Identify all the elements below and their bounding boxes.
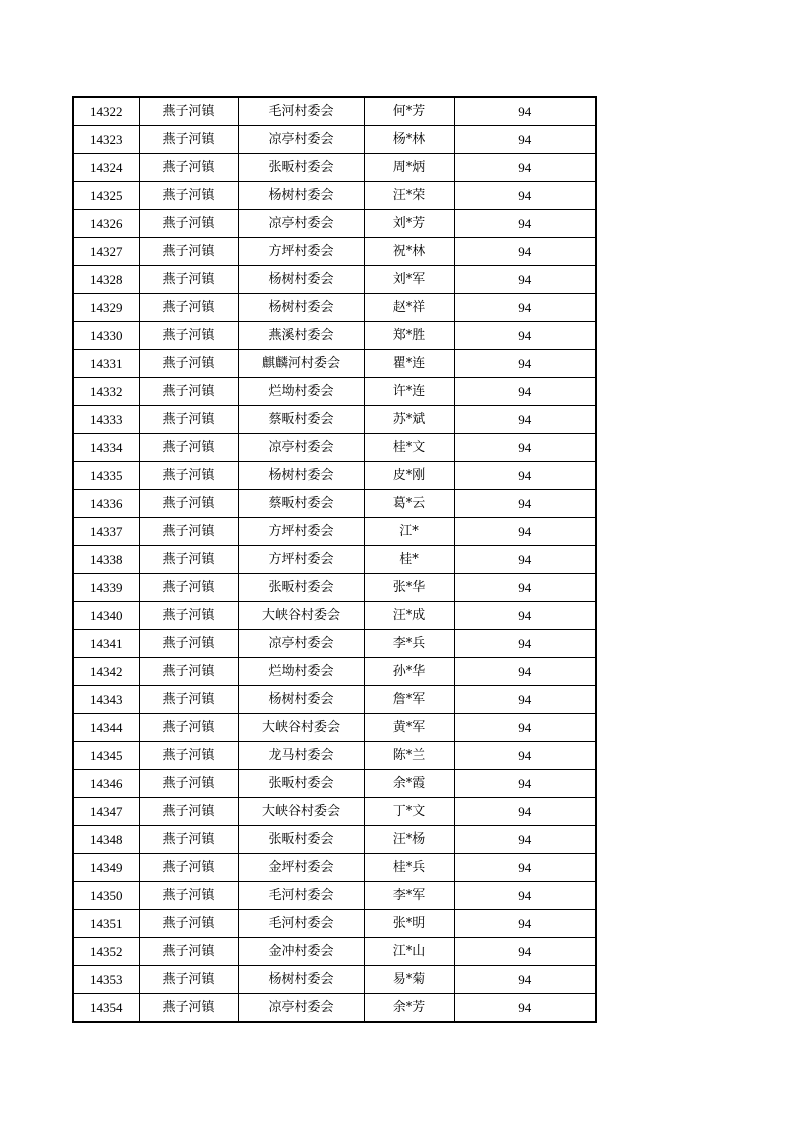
score-cell: 94 xyxy=(454,574,596,602)
town-cell: 燕子河镇 xyxy=(139,910,238,938)
score-cell: 94 xyxy=(454,182,596,210)
name-cell: 皮*刚 xyxy=(364,462,454,490)
name-cell: 杨*林 xyxy=(364,126,454,154)
row-id-cell: 14339 xyxy=(73,574,139,602)
village-cell: 大峡谷村委会 xyxy=(238,798,364,826)
row-id-cell: 14323 xyxy=(73,126,139,154)
table-row xyxy=(73,714,596,742)
village-cell: 大峡谷村委会 xyxy=(238,714,364,742)
table-row xyxy=(73,462,596,490)
name-cell: 桂*兵 xyxy=(364,854,454,882)
name-cell: 江*山 xyxy=(364,938,454,966)
village-cell: 张畈村委会 xyxy=(238,826,364,854)
name-cell: 刘*军 xyxy=(364,266,454,294)
table-row xyxy=(73,518,596,546)
row-id-cell: 14346 xyxy=(73,770,139,798)
score-cell: 94 xyxy=(454,938,596,966)
table-row xyxy=(73,994,596,1023)
row-id-cell: 14324 xyxy=(73,154,139,182)
table-row xyxy=(73,938,596,966)
score-cell: 94 xyxy=(454,490,596,518)
row-id-cell: 14327 xyxy=(73,238,139,266)
town-cell: 燕子河镇 xyxy=(139,154,238,182)
table-row xyxy=(73,966,596,994)
name-cell: 丁*文 xyxy=(364,798,454,826)
town-cell: 燕子河镇 xyxy=(139,434,238,462)
table-row xyxy=(73,770,596,798)
table-row xyxy=(73,434,596,462)
table-row xyxy=(73,630,596,658)
town-cell: 燕子河镇 xyxy=(139,462,238,490)
name-cell: 苏*斌 xyxy=(364,406,454,434)
roster-body xyxy=(73,97,596,1022)
village-cell: 张畈村委会 xyxy=(238,574,364,602)
table-row xyxy=(73,546,596,574)
score-cell: 94 xyxy=(454,378,596,406)
row-id-cell: 14338 xyxy=(73,546,139,574)
village-cell: 蔡畈村委会 xyxy=(238,490,364,518)
table-row xyxy=(73,322,596,350)
village-cell: 凉亭村委会 xyxy=(238,126,364,154)
table-row xyxy=(73,910,596,938)
village-cell: 杨树村委会 xyxy=(238,686,364,714)
town-cell: 燕子河镇 xyxy=(139,658,238,686)
score-cell: 94 xyxy=(454,882,596,910)
town-cell: 燕子河镇 xyxy=(139,350,238,378)
row-id-cell: 14348 xyxy=(73,826,139,854)
score-cell: 94 xyxy=(454,546,596,574)
score-cell: 94 xyxy=(454,518,596,546)
town-cell: 燕子河镇 xyxy=(139,574,238,602)
table-row xyxy=(73,154,596,182)
table-row xyxy=(73,294,596,322)
village-cell: 杨树村委会 xyxy=(238,294,364,322)
town-cell: 燕子河镇 xyxy=(139,378,238,406)
row-id-cell: 14322 xyxy=(73,97,139,126)
town-cell: 燕子河镇 xyxy=(139,266,238,294)
table-row xyxy=(73,854,596,882)
name-cell: 余*芳 xyxy=(364,994,454,1023)
table-row xyxy=(73,826,596,854)
town-cell: 燕子河镇 xyxy=(139,97,238,126)
name-cell: 汪*杨 xyxy=(364,826,454,854)
name-cell: 詹*军 xyxy=(364,686,454,714)
village-cell: 方坪村委会 xyxy=(238,238,364,266)
town-cell: 燕子河镇 xyxy=(139,238,238,266)
name-cell: 郑*胜 xyxy=(364,322,454,350)
row-id-cell: 14326 xyxy=(73,210,139,238)
row-id-cell: 14343 xyxy=(73,686,139,714)
name-cell: 汪*成 xyxy=(364,602,454,630)
village-cell: 凉亭村委会 xyxy=(238,210,364,238)
score-cell: 94 xyxy=(454,238,596,266)
row-id-cell: 14350 xyxy=(73,882,139,910)
village-cell: 杨树村委会 xyxy=(238,266,364,294)
row-id-cell: 14332 xyxy=(73,378,139,406)
score-cell: 94 xyxy=(454,602,596,630)
score-cell: 94 xyxy=(454,770,596,798)
village-cell: 金冲村委会 xyxy=(238,938,364,966)
table-row xyxy=(73,882,596,910)
row-id-cell: 14345 xyxy=(73,742,139,770)
score-cell: 94 xyxy=(454,686,596,714)
row-id-cell: 14353 xyxy=(73,966,139,994)
town-cell: 燕子河镇 xyxy=(139,602,238,630)
town-cell: 燕子河镇 xyxy=(139,630,238,658)
row-id-cell: 14333 xyxy=(73,406,139,434)
row-id-cell: 14352 xyxy=(73,938,139,966)
name-cell: 易*菊 xyxy=(364,966,454,994)
village-cell: 金坪村委会 xyxy=(238,854,364,882)
town-cell: 燕子河镇 xyxy=(139,546,238,574)
name-cell: 李*兵 xyxy=(364,630,454,658)
village-cell: 蔡畈村委会 xyxy=(238,406,364,434)
score-cell: 94 xyxy=(454,350,596,378)
table-row xyxy=(73,490,596,518)
village-cell: 毛河村委会 xyxy=(238,910,364,938)
score-cell: 94 xyxy=(454,658,596,686)
table-row xyxy=(73,238,596,266)
table-row xyxy=(73,602,596,630)
town-cell: 燕子河镇 xyxy=(139,686,238,714)
table-row xyxy=(73,406,596,434)
table-row xyxy=(73,182,596,210)
name-cell: 葛*云 xyxy=(364,490,454,518)
score-cell: 94 xyxy=(454,434,596,462)
town-cell: 燕子河镇 xyxy=(139,294,238,322)
score-cell: 94 xyxy=(454,854,596,882)
score-cell: 94 xyxy=(454,210,596,238)
row-id-cell: 14331 xyxy=(73,350,139,378)
village-cell: 凉亭村委会 xyxy=(238,630,364,658)
name-cell: 桂* xyxy=(364,546,454,574)
row-id-cell: 14344 xyxy=(73,714,139,742)
row-id-cell: 14349 xyxy=(73,854,139,882)
table-row xyxy=(73,742,596,770)
table-row xyxy=(73,97,596,126)
town-cell: 燕子河镇 xyxy=(139,854,238,882)
table-row xyxy=(73,658,596,686)
score-cell: 94 xyxy=(454,462,596,490)
town-cell: 燕子河镇 xyxy=(139,882,238,910)
score-cell: 94 xyxy=(454,154,596,182)
village-cell: 燕溪村委会 xyxy=(238,322,364,350)
village-cell: 烂坳村委会 xyxy=(238,378,364,406)
name-cell: 何*芳 xyxy=(364,97,454,126)
village-cell: 大峡谷村委会 xyxy=(238,602,364,630)
name-cell: 江* xyxy=(364,518,454,546)
score-cell: 94 xyxy=(454,406,596,434)
row-id-cell: 14329 xyxy=(73,294,139,322)
village-cell: 张畈村委会 xyxy=(238,154,364,182)
village-cell: 毛河村委会 xyxy=(238,882,364,910)
town-cell: 燕子河镇 xyxy=(139,742,238,770)
row-id-cell: 14334 xyxy=(73,434,139,462)
town-cell: 燕子河镇 xyxy=(139,826,238,854)
row-id-cell: 14341 xyxy=(73,630,139,658)
name-cell: 桂*文 xyxy=(364,434,454,462)
name-cell: 陈*兰 xyxy=(364,742,454,770)
town-cell: 燕子河镇 xyxy=(139,714,238,742)
score-cell: 94 xyxy=(454,97,596,126)
table-row xyxy=(73,574,596,602)
village-cell: 杨树村委会 xyxy=(238,966,364,994)
village-cell: 杨树村委会 xyxy=(238,182,364,210)
row-id-cell: 14330 xyxy=(73,322,139,350)
village-cell: 麒麟河村委会 xyxy=(238,350,364,378)
village-cell: 方坪村委会 xyxy=(238,546,364,574)
town-cell: 燕子河镇 xyxy=(139,938,238,966)
town-cell: 燕子河镇 xyxy=(139,770,238,798)
row-id-cell: 14354 xyxy=(73,994,139,1023)
village-cell: 烂坳村委会 xyxy=(238,658,364,686)
row-id-cell: 14328 xyxy=(73,266,139,294)
village-cell: 毛河村委会 xyxy=(238,97,364,126)
name-cell: 许*连 xyxy=(364,378,454,406)
village-cell: 龙马村委会 xyxy=(238,742,364,770)
town-cell: 燕子河镇 xyxy=(139,126,238,154)
town-cell: 燕子河镇 xyxy=(139,798,238,826)
table-row xyxy=(73,210,596,238)
name-cell: 李*军 xyxy=(364,882,454,910)
table-row xyxy=(73,378,596,406)
town-cell: 燕子河镇 xyxy=(139,518,238,546)
score-cell: 94 xyxy=(454,266,596,294)
row-id-cell: 14325 xyxy=(73,182,139,210)
score-cell: 94 xyxy=(454,294,596,322)
table-row xyxy=(73,126,596,154)
row-id-cell: 14335 xyxy=(73,462,139,490)
town-cell: 燕子河镇 xyxy=(139,182,238,210)
village-cell: 凉亭村委会 xyxy=(238,434,364,462)
score-cell: 94 xyxy=(454,966,596,994)
name-cell: 瞿*连 xyxy=(364,350,454,378)
row-id-cell: 14340 xyxy=(73,602,139,630)
score-cell: 94 xyxy=(454,322,596,350)
name-cell: 孙*华 xyxy=(364,658,454,686)
name-cell: 黄*军 xyxy=(364,714,454,742)
table-row xyxy=(73,266,596,294)
score-cell: 94 xyxy=(454,826,596,854)
score-cell: 94 xyxy=(454,910,596,938)
row-id-cell: 14351 xyxy=(73,910,139,938)
village-cell: 张畈村委会 xyxy=(238,770,364,798)
town-cell: 燕子河镇 xyxy=(139,490,238,518)
roster-table xyxy=(72,96,597,1023)
name-cell: 张*明 xyxy=(364,910,454,938)
row-id-cell: 14347 xyxy=(73,798,139,826)
name-cell: 刘*芳 xyxy=(364,210,454,238)
row-id-cell: 14342 xyxy=(73,658,139,686)
score-cell: 94 xyxy=(454,798,596,826)
score-cell: 94 xyxy=(454,630,596,658)
town-cell: 燕子河镇 xyxy=(139,210,238,238)
town-cell: 燕子河镇 xyxy=(139,994,238,1023)
name-cell: 赵*祥 xyxy=(364,294,454,322)
row-id-cell: 14337 xyxy=(73,518,139,546)
town-cell: 燕子河镇 xyxy=(139,966,238,994)
village-cell: 杨树村委会 xyxy=(238,462,364,490)
name-cell: 周*炳 xyxy=(364,154,454,182)
name-cell: 张*华 xyxy=(364,574,454,602)
score-cell: 94 xyxy=(454,126,596,154)
town-cell: 燕子河镇 xyxy=(139,322,238,350)
table-row xyxy=(73,350,596,378)
table-row xyxy=(73,798,596,826)
name-cell: 汪*荣 xyxy=(364,182,454,210)
score-cell: 94 xyxy=(454,994,596,1023)
village-cell: 凉亭村委会 xyxy=(238,994,364,1023)
score-cell: 94 xyxy=(454,714,596,742)
row-id-cell: 14336 xyxy=(73,490,139,518)
score-cell: 94 xyxy=(454,742,596,770)
table-row xyxy=(73,686,596,714)
name-cell: 祝*林 xyxy=(364,238,454,266)
name-cell: 余*霞 xyxy=(364,770,454,798)
town-cell: 燕子河镇 xyxy=(139,406,238,434)
village-cell: 方坪村委会 xyxy=(238,518,364,546)
